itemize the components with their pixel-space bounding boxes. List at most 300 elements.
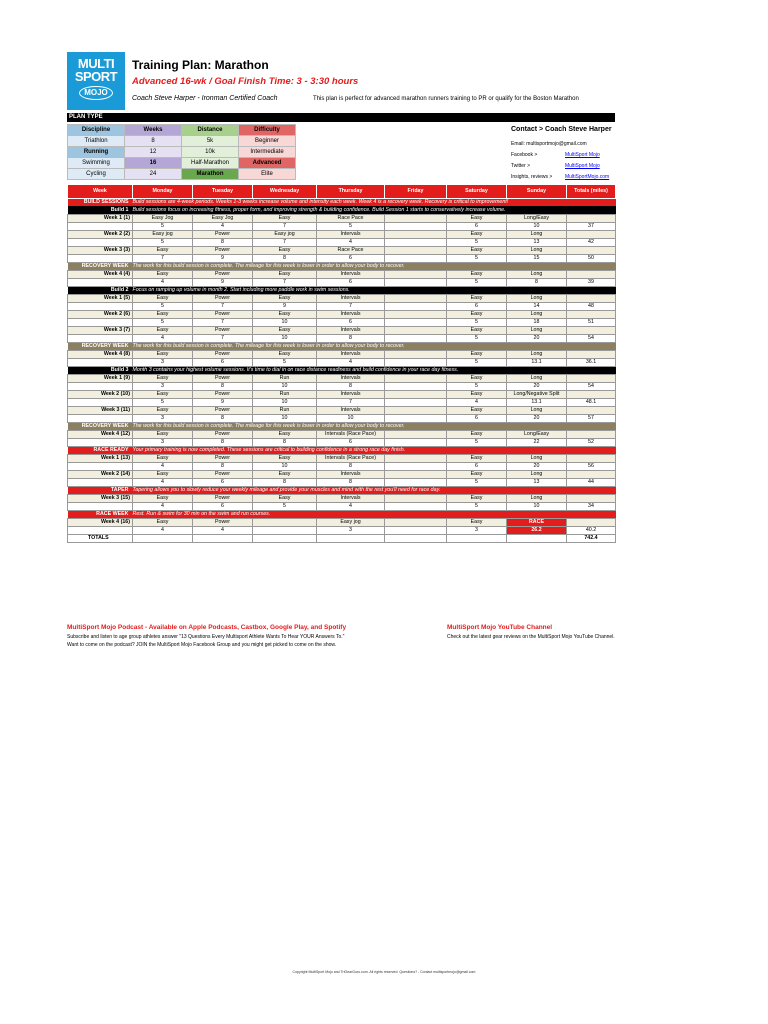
table-cell [385, 254, 447, 262]
table-cell: 4 [193, 526, 253, 534]
section-text: Build sessions are 4-week periods. Weeks 1-3 weeks increase volume and intensity each week. Week 4 is a recovery week. Recovery is critical to improvement! [132, 199, 509, 206]
table-cell: Easy [133, 294, 193, 302]
table-cell: Easy [447, 294, 507, 302]
table-row [68, 462, 616, 470]
week-label: Week 2 (14) [68, 470, 133, 478]
table-cell [385, 374, 447, 382]
week-label: TOTALS [68, 534, 133, 542]
table-cell [385, 438, 447, 446]
table-cell: Long [507, 454, 567, 462]
section-text: The work for this build session is complete. The mileage for this week is lower in order to allow your body to recover. [132, 262, 405, 269]
table-cell: 6 [447, 302, 507, 310]
week-label: Week 3 (11) [68, 406, 133, 414]
table-cell [385, 222, 447, 230]
plan-type-option[interactable]: Elite [239, 169, 296, 180]
table-cell [385, 526, 447, 534]
week-label [68, 222, 133, 230]
table-cell: 8 [253, 478, 317, 486]
contact-block [511, 126, 615, 183]
table-cell [385, 310, 447, 318]
table-cell [385, 270, 447, 278]
table-cell: Power [193, 246, 253, 254]
table-cell: 20 [507, 414, 567, 422]
table-cell [567, 454, 616, 462]
table-row [68, 526, 616, 534]
table-cell: 5 [133, 238, 193, 246]
section-note [68, 422, 616, 430]
logo-line2: SPORT [74, 69, 118, 84]
table-cell [385, 382, 447, 390]
table-cell: 5 [447, 358, 507, 366]
table-cell [385, 334, 447, 342]
table-cell: Long [507, 374, 567, 382]
table-cell [385, 318, 447, 326]
table-row [68, 502, 616, 510]
table-cell: Easy [447, 310, 507, 318]
section-label: Build 3 [110, 366, 129, 373]
column-header: Week [68, 185, 133, 199]
table-cell: 10 [253, 462, 317, 470]
table-cell: 5 [253, 358, 317, 366]
table-cell: 42 [567, 238, 616, 246]
column-header: Monday [133, 185, 193, 199]
section-text: Your primary training is now completed. These sessions are critical to building confidence in a strong race day finish. [132, 446, 406, 453]
table-cell: Easy [253, 430, 317, 438]
table-cell: Long [507, 406, 567, 414]
table-cell: Race Pace [317, 214, 385, 222]
table-cell: Long [507, 230, 567, 238]
plan-type-option[interactable]: 12 [125, 147, 182, 158]
table-cell: 8 [193, 382, 253, 390]
table-cell: 15 [507, 254, 567, 262]
table-cell [567, 494, 616, 502]
table-cell: 7 [317, 398, 385, 406]
table-cell: Intervals [317, 310, 385, 318]
table-cell: Easy [447, 246, 507, 254]
table-cell: Long [507, 270, 567, 278]
section-label: RACE READY [93, 446, 129, 453]
contact-title: Contact > Coach Steve Harper [511, 126, 612, 133]
table-cell [385, 470, 447, 478]
table-cell: 8 [317, 334, 385, 342]
week-label: Week 3 (15) [68, 494, 133, 502]
podcast-line1: Subscribe and listen to age group athletes answer "13 Questions Every Multisport Athlete Wants To Hear YOUR Answers To." [67, 634, 345, 640]
section-note-row [68, 342, 616, 350]
table-cell: Easy [133, 374, 193, 382]
table-cell: Power [193, 310, 253, 318]
table-cell: 10 [253, 318, 317, 326]
table-cell: 10 [317, 414, 385, 422]
table-cell: 7 [193, 334, 253, 342]
youtube-line1: Check out the latest gear reviews on the MultiSport Mojo YouTube Channel. [447, 634, 615, 640]
week-label [68, 382, 133, 390]
table-cell: Easy [133, 310, 193, 318]
table-cell: 9 [193, 398, 253, 406]
table-cell: 56 [567, 462, 616, 470]
schedule-table [67, 184, 616, 543]
table-cell [567, 294, 616, 302]
section-label: RECOVERY WEEK [81, 342, 129, 349]
table-row [68, 406, 616, 414]
insights-label: Insights, reviews > [511, 174, 553, 180]
plan-type-option[interactable]: Triathlon [68, 136, 125, 147]
table-cell: 5 [447, 382, 507, 390]
plan-subtitle: Advanced 16-wk / Goal Finish Time: 3 - 3:30 hours [132, 76, 359, 87]
table-row [68, 278, 616, 286]
table-cell: 54 [567, 334, 616, 342]
table-cell: 13 [507, 478, 567, 486]
table-cell: Power [193, 494, 253, 502]
table-row [68, 494, 616, 502]
table-cell: 8 [193, 414, 253, 422]
table-cell: Easy [253, 494, 317, 502]
plan-type-option[interactable]: 24 [125, 169, 182, 180]
table-cell: 10 [253, 382, 317, 390]
table-cell: 39 [567, 278, 616, 286]
table-cell: 54 [567, 382, 616, 390]
plan-tagline: This plan is perfect for advanced marathon runners training to PR or qualify for the Boston Marathon [313, 96, 579, 102]
week-label: Week 1 (13) [68, 454, 133, 462]
table-cell [385, 390, 447, 398]
twitter-label: Twitter > [511, 163, 531, 169]
table-cell [385, 214, 447, 222]
table-cell: 10 [507, 222, 567, 230]
table-row [68, 454, 616, 462]
table-cell: 20 [507, 334, 567, 342]
table-cell: RACE [507, 518, 567, 526]
section-label: RECOVERY WEEK [81, 262, 129, 269]
table-cell [385, 326, 447, 334]
table-cell: 4 [317, 502, 385, 510]
section-label: RACE WEEK [96, 510, 129, 517]
table-row [68, 374, 616, 382]
table-cell: Easy [133, 390, 193, 398]
table-row [68, 222, 616, 230]
table-cell: Intervals [317, 406, 385, 414]
table-cell: Easy [447, 350, 507, 358]
column-header: Tuesday [193, 185, 253, 199]
table-cell: 6 [193, 502, 253, 510]
week-label [68, 254, 133, 262]
table-cell: Power [193, 270, 253, 278]
table-cell: 7 [193, 302, 253, 310]
table-cell: Easy [253, 454, 317, 462]
twitter-link[interactable]: MultiSport Mojo [565, 163, 600, 169]
table-cell: Easy Jog [133, 214, 193, 222]
column-header: Friday [385, 185, 447, 199]
section-label: Build 1 [110, 206, 129, 213]
section-note-row [68, 366, 616, 374]
column-header: Totals (miles) [567, 185, 616, 199]
plan-type-option[interactable]: Advanced [239, 158, 296, 169]
table-cell: 8 [193, 238, 253, 246]
table-cell: Power [193, 518, 253, 526]
table-cell: 4 [133, 278, 193, 286]
table-cell: Easy [447, 518, 507, 526]
table-cell: 7 [253, 222, 317, 230]
section-note [68, 366, 616, 374]
plan-type-option[interactable]: Cycling [68, 169, 125, 180]
table-cell: Long [507, 494, 567, 502]
table-cell: Easy [133, 406, 193, 414]
table-cell: 52 [567, 438, 616, 446]
table-cell: 8 [193, 462, 253, 470]
section-note [68, 199, 616, 207]
section-text: Build sessions focus on increasing fitness, proper form, and improving strength & building confidence. Build Session 1 starts to conservatively increase volume. [132, 206, 506, 213]
table-cell [567, 406, 616, 414]
table-cell: 51 [567, 318, 616, 326]
table-cell: Power [193, 350, 253, 358]
table-cell: 5 [447, 238, 507, 246]
table-cell [567, 326, 616, 334]
facebook-link[interactable]: MultiSport Mojo [565, 152, 600, 158]
table-cell: Intervals (Race Pace) [317, 430, 385, 438]
table-cell [385, 238, 447, 246]
table-cell: Power [193, 454, 253, 462]
week-label [68, 398, 133, 406]
week-label: Week 1 (1) [68, 214, 133, 222]
table-cell: 7 [133, 254, 193, 262]
table-cell [447, 534, 507, 542]
table-cell: 5 [447, 278, 507, 286]
week-label: Week 4 (8) [68, 350, 133, 358]
section-text: Focus on ramping up volume in month 2. Start including more paddle work in swim sessions. [132, 286, 350, 293]
plan-type-option[interactable]: Running [68, 147, 125, 158]
table-cell: 3 [133, 358, 193, 366]
table-cell: 5 [133, 318, 193, 326]
table-cell: 5 [447, 438, 507, 446]
table-cell: 6 [317, 318, 385, 326]
table-cell: 8 [193, 438, 253, 446]
table-cell: Easy [447, 406, 507, 414]
table-cell [253, 518, 317, 526]
table-row [68, 310, 616, 318]
multisport-mojo-logo [67, 52, 125, 110]
table-cell [253, 534, 317, 542]
table-cell: Easy jog [253, 230, 317, 238]
table-cell: 8 [253, 254, 317, 262]
week-label [68, 238, 133, 246]
table-cell: 5 [447, 334, 507, 342]
table-cell: 4 [317, 358, 385, 366]
section-text: Month 3 contains your highest volume sessions. It's time to dial in on race distance readiness and build confidence in your race day fitness. [132, 366, 459, 373]
table-cell: 13 [507, 238, 567, 246]
table-cell: Easy [447, 270, 507, 278]
table-cell: 8 [317, 478, 385, 486]
table-cell: Easy [253, 350, 317, 358]
table-cell: 4 [317, 238, 385, 246]
table-cell: Long [507, 310, 567, 318]
week-label [68, 438, 133, 446]
table-cell: 7 [253, 278, 317, 286]
table-cell [385, 430, 447, 438]
week-label [68, 278, 133, 286]
column-header: Saturday [447, 185, 507, 199]
plan-type-option[interactable]: 8 [125, 136, 182, 147]
table-cell: Intervals [317, 230, 385, 238]
table-cell: 20 [507, 382, 567, 390]
logo-line3: MOJO [79, 86, 113, 100]
section-note-row [68, 422, 616, 430]
table-cell: Long/Easy [507, 430, 567, 438]
section-note [68, 486, 616, 494]
plan-type-option[interactable]: Marathon [182, 169, 239, 180]
table-cell [567, 374, 616, 382]
section-note-row [68, 510, 616, 518]
table-cell [385, 294, 447, 302]
table-cell: Intervals [317, 350, 385, 358]
table-cell [385, 230, 447, 238]
table-cell: Power [193, 326, 253, 334]
table-cell [385, 398, 447, 406]
table-cell: 4 [133, 478, 193, 486]
week-label [68, 358, 133, 366]
table-cell: 4 [447, 398, 507, 406]
table-cell: Race Pace [317, 246, 385, 254]
table-cell: Easy [133, 470, 193, 478]
table-cell [567, 230, 616, 238]
table-row [68, 238, 616, 246]
week-label [68, 318, 133, 326]
table-cell [385, 462, 447, 470]
plan-type-option[interactable]: 5k [182, 136, 239, 147]
table-cell: Long [507, 246, 567, 254]
table-row [68, 534, 616, 542]
plan-type-option[interactable]: Half-Marathon [182, 158, 239, 169]
table-cell: Easy [447, 454, 507, 462]
table-row [68, 478, 616, 486]
table-cell: Long/Negative Split [507, 390, 567, 398]
table-cell [567, 390, 616, 398]
table-row [68, 390, 616, 398]
table-cell [567, 430, 616, 438]
youtube-title[interactable]: MultiSport Mojo YouTube Channel [447, 624, 553, 631]
table-cell: Power [193, 374, 253, 382]
table-cell: 5 [447, 318, 507, 326]
week-label: Week 3 (3) [68, 246, 133, 254]
table-cell: 10 [253, 334, 317, 342]
table-cell: Easy [133, 326, 193, 334]
table-cell: 5 [317, 222, 385, 230]
coach-line: Coach Steve Harper - Ironman Certified Coach [132, 95, 278, 102]
table-cell: Long [507, 294, 567, 302]
table-row [68, 318, 616, 326]
table-cell: 13.1 [507, 398, 567, 406]
table-cell: 6 [447, 222, 507, 230]
table-cell: Power [193, 294, 253, 302]
table-cell: Easy [133, 454, 193, 462]
table-cell: Power [193, 406, 253, 414]
table-cell [385, 358, 447, 366]
table-cell: 7 [193, 318, 253, 326]
week-label: Week 4 (12) [68, 430, 133, 438]
table-cell [567, 246, 616, 254]
table-cell: 3 [133, 438, 193, 446]
table-row [68, 382, 616, 390]
section-label: RECOVERY WEEK [81, 422, 129, 429]
table-cell [385, 278, 447, 286]
table-cell: 7 [317, 302, 385, 310]
section-note [68, 206, 616, 214]
table-cell: Easy [447, 470, 507, 478]
section-note [68, 510, 616, 518]
week-label [68, 302, 133, 310]
table-cell [567, 470, 616, 478]
section-label: Build 2 [110, 286, 129, 293]
table-cell: Run [253, 374, 317, 382]
table-cell: 5 [447, 478, 507, 486]
table-cell: 4 [133, 502, 193, 510]
table-cell: 34 [567, 502, 616, 510]
plan-type-grid [67, 124, 296, 180]
table-cell: Intervals [317, 270, 385, 278]
plan-type-option[interactable]: 10k [182, 147, 239, 158]
table-cell: 22 [507, 438, 567, 446]
table-cell: 5 [133, 398, 193, 406]
website-link[interactable]: MultiSportMojo.com [565, 174, 610, 180]
table-cell: Intervals [317, 390, 385, 398]
section-note-row [68, 199, 616, 207]
logo-line1: MULTI [77, 56, 115, 71]
table-cell: 6 [447, 462, 507, 470]
table-cell: 9 [253, 302, 317, 310]
table-cell: 44 [567, 478, 616, 486]
table-cell: 4 [133, 462, 193, 470]
plan-type-option[interactable]: Swimming [68, 158, 125, 169]
plan-type-option[interactable]: Beginner [239, 136, 296, 147]
table-cell: 8 [507, 278, 567, 286]
week-label [68, 502, 133, 510]
table-row [68, 246, 616, 254]
table-cell: Easy [447, 374, 507, 382]
table-cell: 9 [193, 254, 253, 262]
table-cell: 4 [133, 334, 193, 342]
table-cell [567, 350, 616, 358]
table-cell [253, 526, 317, 534]
table-cell: 9 [193, 278, 253, 286]
table-cell: 3 [317, 526, 385, 534]
table-cell: Run [253, 406, 317, 414]
table-row [68, 334, 616, 342]
table-cell [385, 494, 447, 502]
table-cell: 7 [253, 238, 317, 246]
week-label [68, 462, 133, 470]
page-title: Training Plan: Marathon [132, 58, 269, 72]
table-cell: 50 [567, 254, 616, 262]
week-label: Week 4 (16) [68, 518, 133, 526]
table-cell: 8 [317, 462, 385, 470]
plan-type-option[interactable]: 16 [125, 158, 182, 169]
section-text: Rest. Run & swim for 30 min on the swim and run courses. [132, 510, 271, 517]
table-row [68, 518, 616, 526]
section-label: BUILD SESSIONS [83, 199, 129, 206]
table-cell: 6 [193, 478, 253, 486]
table-cell: Easy [447, 230, 507, 238]
section-note-row [68, 286, 616, 294]
table-cell: Easy Jog [193, 214, 253, 222]
table-cell: 6 [317, 438, 385, 446]
table-cell: Power [193, 230, 253, 238]
week-label [68, 478, 133, 486]
plan-type-option[interactable]: Intermediate [239, 147, 296, 158]
table-cell [385, 350, 447, 358]
table-cell: 26.2 [507, 526, 567, 534]
section-text: The work for this build session is complete. The mileage for this week is lower in order to allow your body to recover. [132, 422, 405, 429]
podcast-title[interactable]: MultiSport Mojo Podcast - Available on Apple Podcasts, Castbox, Google Play, and Spotify [67, 624, 347, 631]
table-cell: Power [193, 470, 253, 478]
week-label [68, 334, 133, 342]
table-cell: Intervals (Race Pace) [317, 454, 385, 462]
